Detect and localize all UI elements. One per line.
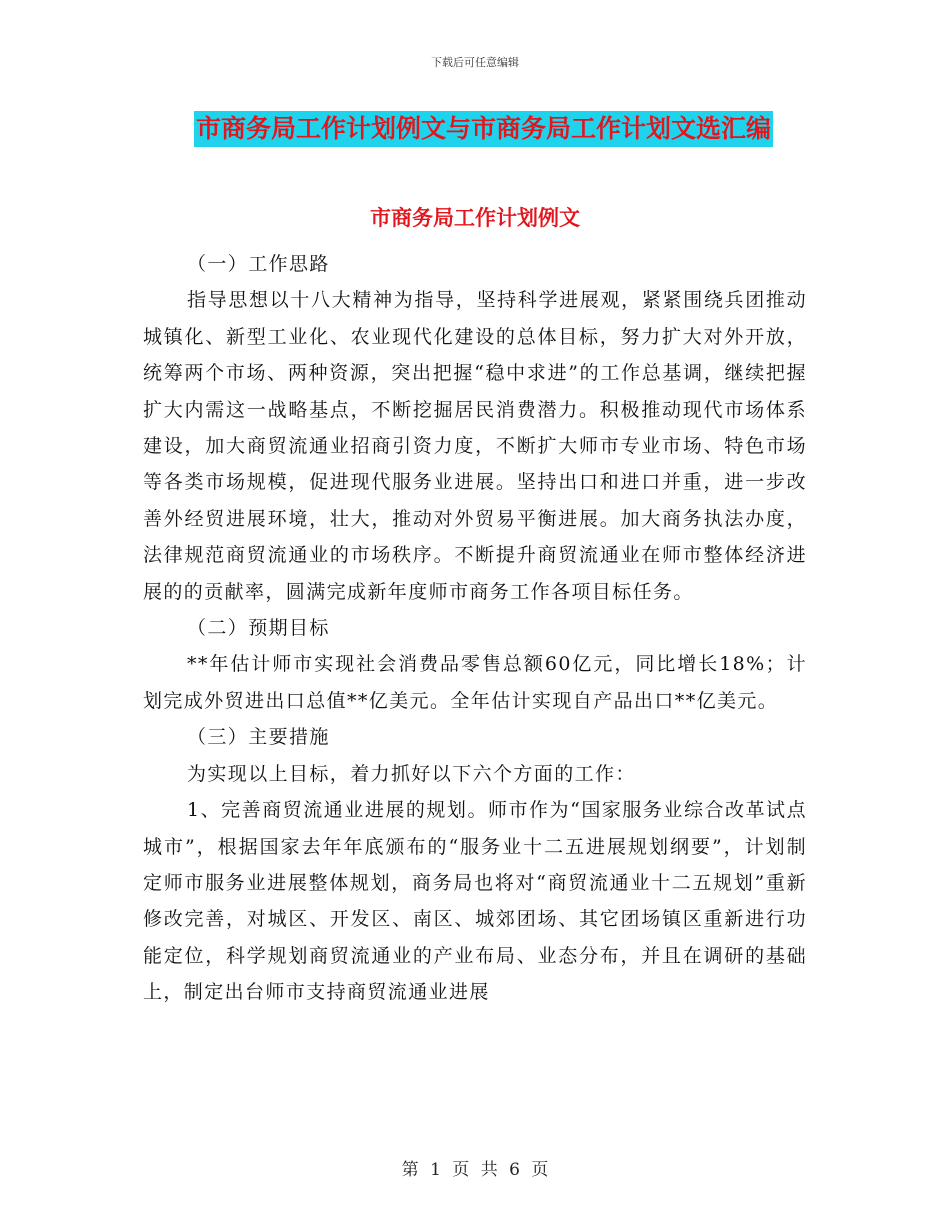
- main-title: 市商务局工作计划例文与市商务局工作计划文选汇编: [194, 111, 773, 147]
- paragraph-guiding-ideology: 指导思想以十八大精神为指导，坚持科学进展观，紧紧围绕兵团推动城镇化、新型工业化、农业现代化建设的总体目标，努力扩大对外开放，统筹两个市场、两种资源，突出把握“稳中求进”的工作总基调，继续把握扩大内需这一战略基点，不断挖掘居民消费潜力。积极推动现代市场体系建设，加大商贸流通业招商引资力度，不断扩大师市专业市场、特色市场等各类市场规模，促进现代服务业进展。坚持出口和进口并重，进一步改善外经贸进展环境，壮大，推动对外贸易平衡进展。加大商务执法办度，法律规范商贸流通业的市场秩序。不断提升商贸流通业在师市整体经济进展的的贡献率，圆满完成新年度师市商务工作各项目标任务。: [143, 289, 807, 603]
- main-title-wrap: [194, 111, 773, 147]
- page-footer: 第 1 页 共 6 页: [401, 1160, 549, 1180]
- paragraph-measures-intro: 为实现以上目标，着力抓好以下六个方面的工作：: [187, 762, 636, 785]
- paragraph-goals: **年估计师市实现社会消费品零售总额60亿元，同比增长18%；计划完成外贸进出口总值**亿美元。全年估计实现自产品出口**亿美元。: [143, 653, 807, 712]
- section-heading-work-approach: （一）工作思路: [187, 253, 330, 275]
- document-body: [143, 246, 807, 1011]
- section-heading-expected-goals: （二）预期目标: [187, 617, 330, 640]
- header-note: 下载后可任意编辑: [431, 56, 519, 69]
- section-heading-main-measures: （三）主要措施: [187, 726, 330, 749]
- paragraph-measure-1: 1、完善商贸流通业进展的规划。师市作为“国家服务业综合改革试点城市”，根据国家去年年底颁布的“服务业十二五进展规划纲要”，计划制定师市服务业进展整体规划，商务局也将对“商贸流通业十二五规划”重新修改完善，对城区、开发区、南区、城郊团场、其它团场镇区重新进行功能定位，科学规划商贸流通业的产业布局、业态分布，并且在调研的基础上，制定出台师市支持商贸流通业进展: [143, 799, 807, 1004]
- sub-title: 市商务局工作计划例文: [370, 206, 580, 230]
